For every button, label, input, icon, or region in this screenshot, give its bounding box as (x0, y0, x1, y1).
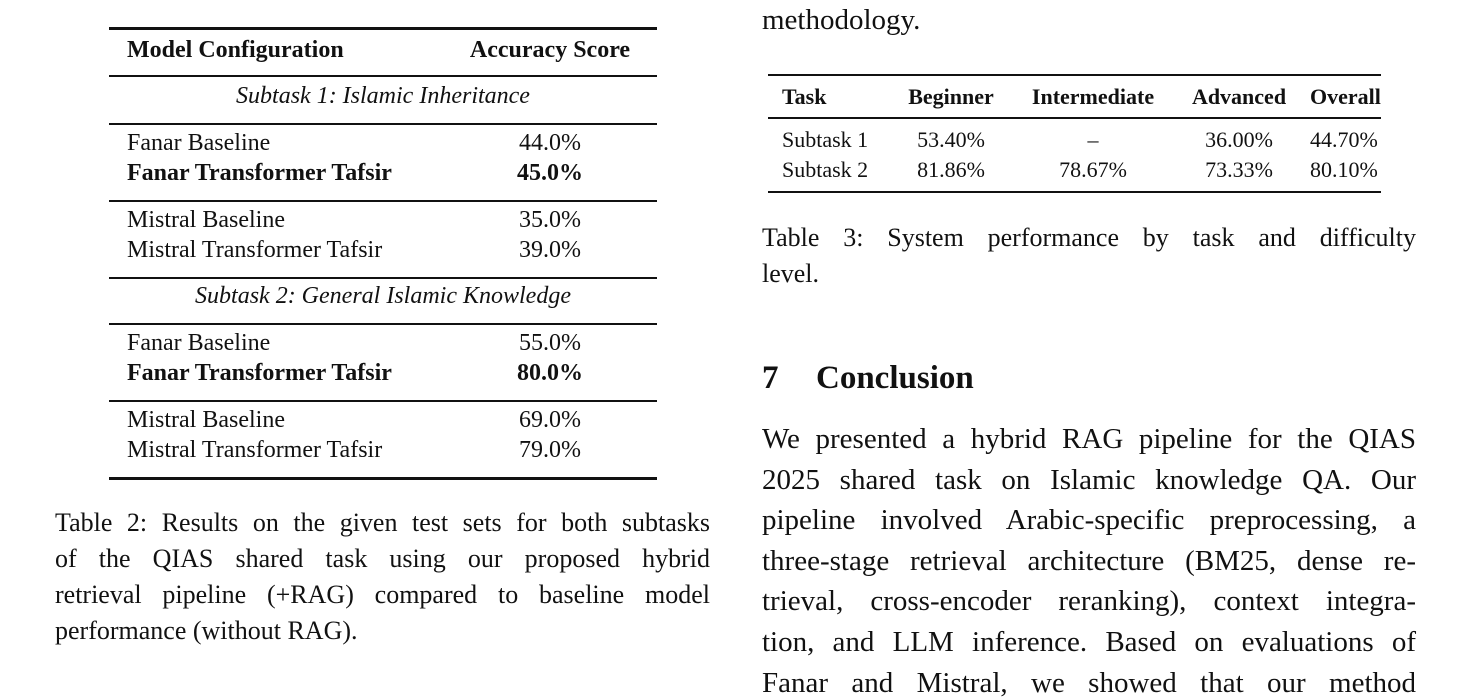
table-2-header-rule (109, 75, 657, 77)
table-3-cell: Subtask 1 (782, 127, 869, 152)
table-2-group-title: Subtask 1: Islamic Inheritance (236, 83, 530, 109)
paragraph-line: three-stage retrieval architecture (BM25, dense re- (762, 544, 1416, 577)
table-2-rule (109, 277, 657, 279)
table-2-rule (109, 123, 657, 125)
table-3-cell: 53.40% (917, 127, 985, 152)
paragraph-line: We presented a hybrid RAG pipeline for the QIAS (762, 423, 1416, 455)
section-title: Conclusion (816, 360, 974, 396)
table-2-row-model: Fanar Transformer Tafsir (127, 160, 392, 186)
paragraph-line: Fanar and Mistral, we showed that our method (762, 666, 1416, 699)
table-2-caption-line: retrieval pipeline (+RAG) compared to baseline model (55, 580, 710, 609)
table-2-caption-line: performance (without RAG). (55, 616, 358, 645)
table-2-row-model: Fanar Baseline (127, 130, 271, 156)
table-2-row-score: 69.0% (519, 407, 581, 433)
table-2-top-rule (109, 27, 657, 30)
paragraph-line: 2025 shared task on Islamic knowledge QA. Our (762, 463, 1416, 496)
table-3-cell: 36.00% (1205, 127, 1273, 152)
table-3-cell: 73.33% (1205, 157, 1273, 182)
text-line: methodology. (762, 4, 921, 36)
table-3-header: Overall (1310, 84, 1381, 109)
paragraph-line: tion, and LLM inference. Based on evaluations of (762, 626, 1416, 658)
table-3-cell: 78.67% (1059, 157, 1127, 182)
table-3-cell: – (1087, 127, 1099, 152)
table-2-row-model: Mistral Baseline (127, 207, 285, 233)
table-2-header-model: Model Configuration (127, 37, 344, 63)
paragraph-line: pipeline involved Arabic-specific preprocessing, a (762, 504, 1416, 537)
table-3-header: Beginner (908, 84, 994, 109)
table-2-row-score: 80.0% (517, 360, 583, 386)
table-2-row-score: 35.0% (519, 207, 581, 233)
table-2-rule (109, 200, 657, 202)
table-2-row-score: 39.0% (519, 237, 581, 263)
section-number: 7 (762, 360, 779, 396)
table-3-top-rule (768, 74, 1381, 76)
table-3-header: Advanced (1191, 84, 1287, 109)
table-2-row-model: Mistral Transformer Tafsir (127, 237, 383, 263)
table-3-header-rule (768, 117, 1381, 119)
table-2-header-score: Accuracy Score (469, 37, 631, 63)
table-3-caption-line: level. (762, 259, 820, 288)
table-2-row-model: Mistral Transformer Tafsir (127, 437, 383, 463)
table-3-bottom-rule (768, 191, 1381, 193)
table-2-row-model: Mistral Baseline (127, 407, 285, 433)
table-3-cell: 80.10% (1310, 157, 1378, 182)
table-2-row-score: 44.0% (519, 130, 581, 156)
table-3-header: Intermediate (1031, 84, 1155, 109)
table-2-row-model: Fanar Baseline (127, 330, 271, 356)
table-2-caption-line: of the QIAS shared task using our proposed hybrid (55, 544, 710, 573)
table-2-row-score: 45.0% (517, 160, 583, 186)
table-2-row-model: Fanar Transformer Tafsir (127, 360, 392, 386)
table-3-header: Task (782, 84, 827, 109)
table-2-group-title: Subtask 2: General Islamic Knowledge (195, 283, 571, 309)
table-2-caption-line: Table 2: Results on the given test sets for both subtasks (55, 508, 710, 537)
table-2-rule (109, 400, 657, 402)
table-2-rule (109, 323, 657, 325)
table-3-cell: 44.70% (1310, 127, 1378, 152)
table-3-cell: Subtask 2 (782, 157, 869, 182)
paragraph-line: trieval, cross-encoder reranking), context integra- (762, 585, 1416, 618)
table-2-bottom-rule (109, 477, 657, 480)
table-2-row-score: 79.0% (519, 437, 581, 463)
table-3-cell: 81.86% (917, 157, 985, 182)
table-2-row-score: 55.0% (519, 330, 581, 356)
table-3-caption-line: Table 3: System performance by task and difficulty (762, 223, 1416, 252)
